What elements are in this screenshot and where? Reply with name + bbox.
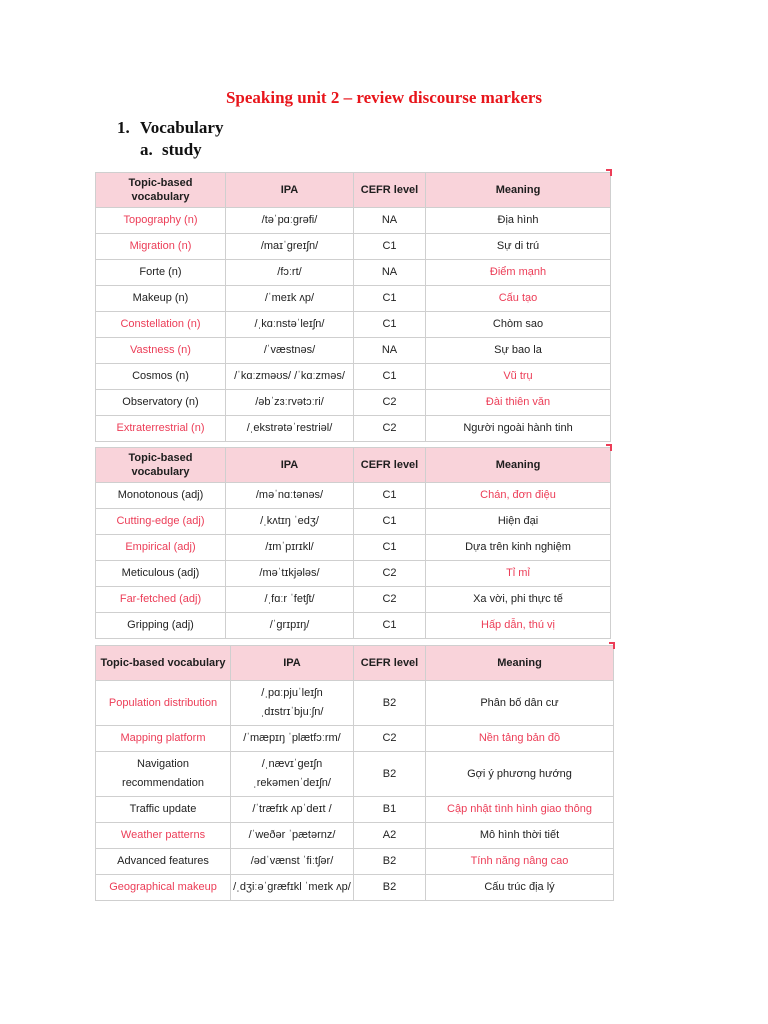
term-cell: Weather patterns bbox=[96, 823, 231, 849]
term-cell: Extraterrestrial (n) bbox=[96, 416, 226, 442]
cefr-level-cell: A2 bbox=[354, 823, 426, 849]
cefr-level-cell: C1 bbox=[354, 483, 426, 509]
ipa-cell: /fɔːrt/ bbox=[226, 260, 354, 286]
meaning-cell: Xa vời, phi thực tế bbox=[426, 587, 611, 613]
vocabulary-row bbox=[96, 681, 614, 726]
cefr-level-cell: C2 bbox=[354, 561, 426, 587]
ipa-cell: /təˈpɑːɡrəfi/ bbox=[226, 208, 354, 234]
document-title: Speaking unit 2 – review discourse markers bbox=[225, 88, 543, 107]
vocabulary-row bbox=[96, 390, 611, 416]
term-cell: Advanced features bbox=[96, 849, 231, 875]
column-header-meaning: Meaning bbox=[426, 173, 611, 208]
term-cell: Far-fetched (adj) bbox=[96, 587, 226, 613]
term-cell: Gripping (adj) bbox=[96, 613, 226, 639]
ipa-cell: /ˈmeɪk ʌp/ bbox=[226, 286, 354, 312]
vocabulary-row bbox=[96, 875, 614, 901]
cefr-level-cell: NA bbox=[354, 260, 426, 286]
cefr-level-cell: C1 bbox=[354, 613, 426, 639]
vocabulary-row bbox=[96, 312, 611, 338]
ipa-cell: /ˌkʌtɪŋ ˈedʒ/ bbox=[226, 509, 354, 535]
vocabulary-row bbox=[96, 208, 611, 234]
ipa-cell: /ˈɡrɪpɪŋ/ bbox=[226, 613, 354, 639]
cefr-level-cell: C1 bbox=[354, 509, 426, 535]
ipa-cell: /ˌfɑːr ˈfetʃt/ bbox=[226, 587, 354, 613]
vocabulary-row bbox=[96, 797, 614, 823]
meaning-cell: Hiện đại bbox=[426, 509, 611, 535]
ipa-cell: /ˈweðər ˈpætərnz/ bbox=[231, 823, 354, 849]
ipa-cell: /əbˈzɜːrvətɔːri/ bbox=[226, 390, 354, 416]
vocabulary-row bbox=[96, 234, 611, 260]
vocabulary-row bbox=[96, 364, 611, 390]
column-header-cefr-level: CEFR level bbox=[354, 646, 426, 681]
column-header-term: Topic-based vocabulary bbox=[96, 173, 226, 208]
vocabulary-table-phrases bbox=[95, 645, 613, 901]
meaning-cell: Người ngoài hành tinh bbox=[426, 416, 611, 442]
term-cell: Empirical (adj) bbox=[96, 535, 226, 561]
column-header-ipa: IPA bbox=[226, 173, 354, 208]
vocabulary-row bbox=[96, 286, 611, 312]
vocabulary-row bbox=[96, 483, 611, 509]
vocabulary-row bbox=[96, 587, 611, 613]
vocabulary-row bbox=[96, 338, 611, 364]
ipa-cell: /ˌnævɪˈɡeɪʃn ˌrekəmenˈdeɪʃn/ bbox=[231, 752, 354, 797]
ipa-cell: /ˈtræfɪk ʌpˈdeɪt / bbox=[231, 797, 354, 823]
cefr-level-cell: B2 bbox=[354, 849, 426, 875]
ipa-cell: /ˈkɑːzməʊs/ /ˈkɑːzməs/ bbox=[226, 364, 354, 390]
vocabulary-row bbox=[96, 752, 614, 797]
term-cell: Meticulous (adj) bbox=[96, 561, 226, 587]
cefr-level-cell: B2 bbox=[354, 752, 426, 797]
term-cell: Population distribution bbox=[96, 681, 231, 726]
cefr-level-cell: C2 bbox=[354, 390, 426, 416]
term-cell: Navigation recommendation bbox=[96, 752, 231, 797]
ipa-cell: /ˌdʒiːəˈɡræfɪkl ˈmeɪk ʌp/ bbox=[231, 875, 354, 901]
vocabulary-row bbox=[96, 726, 614, 752]
section-number: 1. bbox=[117, 118, 130, 137]
ipa-cell: /ɪmˈpɪrɪkl/ bbox=[226, 535, 354, 561]
meaning-cell: Tính năng nâng cao bbox=[426, 849, 614, 875]
meaning-cell: Cập nhật tình hình giao thông bbox=[426, 797, 614, 823]
subsection-letter: a. bbox=[140, 140, 153, 159]
column-header-ipa: IPA bbox=[231, 646, 354, 681]
ipa-cell: /ˌkɑːnstəˈleɪʃn/ bbox=[226, 312, 354, 338]
meaning-cell: Phân bố dân cư bbox=[426, 681, 614, 726]
section-label: Vocabulary bbox=[140, 118, 224, 137]
vocabulary-row bbox=[96, 416, 611, 442]
column-header-term: Topic-based vocabulary bbox=[96, 448, 226, 483]
term-cell: Monotonous (adj) bbox=[96, 483, 226, 509]
term-cell: Cutting-edge (adj) bbox=[96, 509, 226, 535]
cefr-level-cell: C1 bbox=[354, 234, 426, 260]
cefr-level-cell: NA bbox=[354, 208, 426, 234]
meaning-cell: Vũ trụ bbox=[426, 364, 611, 390]
column-header-term: Topic-based vocabulary bbox=[96, 646, 231, 681]
cefr-level-cell: C2 bbox=[354, 587, 426, 613]
term-cell: Observatory (n) bbox=[96, 390, 226, 416]
table-header-row bbox=[96, 448, 611, 483]
section-heading bbox=[117, 118, 223, 138]
column-header-meaning: Meaning bbox=[426, 448, 611, 483]
cefr-level-cell: C1 bbox=[354, 364, 426, 390]
vocabulary-row bbox=[96, 561, 611, 587]
ipa-cell: /ˌekstrətəˈrestriəl/ bbox=[226, 416, 354, 442]
column-header-ipa: IPA bbox=[226, 448, 354, 483]
meaning-cell: Điểm mạnh bbox=[426, 260, 611, 286]
ipa-cell: /ˈvæstnəs/ bbox=[226, 338, 354, 364]
column-header-cefr-level: CEFR level bbox=[354, 448, 426, 483]
term-cell: Makeup (n) bbox=[96, 286, 226, 312]
term-cell: Migration (n) bbox=[96, 234, 226, 260]
vocabulary-row bbox=[96, 613, 611, 639]
vocabulary-row bbox=[96, 535, 611, 561]
meaning-cell: Chòm sao bbox=[426, 312, 611, 338]
table-corner-marker bbox=[609, 642, 615, 649]
cefr-level-cell: NA bbox=[354, 338, 426, 364]
meaning-cell: Nền tảng bản đồ bbox=[426, 726, 614, 752]
meaning-cell: Địa hình bbox=[426, 208, 611, 234]
cefr-level-cell: B1 bbox=[354, 797, 426, 823]
meaning-cell: Sự di trú bbox=[426, 234, 611, 260]
cefr-level-cell: C1 bbox=[354, 535, 426, 561]
term-cell: Cosmos (n) bbox=[96, 364, 226, 390]
table-header-row bbox=[96, 646, 614, 681]
table-corner-marker bbox=[606, 444, 612, 451]
term-cell: Geographical makeup bbox=[96, 875, 231, 901]
table-corner-marker bbox=[606, 169, 612, 176]
term-cell: Constellation (n) bbox=[96, 312, 226, 338]
meaning-cell: Cấu trúc địa lý bbox=[426, 875, 614, 901]
meaning-cell: Sự bao la bbox=[426, 338, 611, 364]
meaning-cell: Gợi ý phương hướng bbox=[426, 752, 614, 797]
term-cell: Topography (n) bbox=[96, 208, 226, 234]
term-cell: Forte (n) bbox=[96, 260, 226, 286]
ipa-cell: /ədˈvænst ˈfiːtʃər/ bbox=[231, 849, 354, 875]
term-cell: Mapping platform bbox=[96, 726, 231, 752]
vocabulary-row bbox=[96, 509, 611, 535]
ipa-cell: /məˈtɪkjələs/ bbox=[226, 561, 354, 587]
meaning-cell: Đài thiên văn bbox=[426, 390, 611, 416]
meaning-cell: Chán, đơn điệu bbox=[426, 483, 611, 509]
ipa-cell: /ˌpɑːpjuˈleɪʃn ˌdɪstrɪˈbjuːʃn/ bbox=[231, 681, 354, 726]
column-header-meaning: Meaning bbox=[426, 646, 614, 681]
cefr-level-cell: B2 bbox=[354, 875, 426, 901]
cefr-level-cell: C2 bbox=[354, 416, 426, 442]
subsection-heading bbox=[140, 140, 202, 160]
cefr-level-cell: B2 bbox=[354, 681, 426, 726]
cefr-level-cell: C2 bbox=[354, 726, 426, 752]
vocabulary-row bbox=[96, 849, 614, 875]
subsection-label: study bbox=[162, 140, 202, 159]
meaning-cell: Tỉ mỉ bbox=[426, 561, 611, 587]
meaning-cell: Dựa trên kinh nghiệm bbox=[426, 535, 611, 561]
vocabulary-row bbox=[96, 823, 614, 849]
table-header-row bbox=[96, 173, 611, 208]
vocabulary-table-nouns bbox=[95, 172, 610, 442]
term-cell: Vastness (n) bbox=[96, 338, 226, 364]
ipa-cell: /ˈmæpɪŋ ˈplætfɔːrm/ bbox=[231, 726, 354, 752]
cefr-level-cell: C1 bbox=[354, 286, 426, 312]
vocabulary-table-adjectives bbox=[95, 447, 610, 639]
meaning-cell: Hấp dẫn, thú vị bbox=[426, 613, 611, 639]
meaning-cell: Cấu tạo bbox=[426, 286, 611, 312]
column-header-cefr-level: CEFR level bbox=[354, 173, 426, 208]
ipa-cell: /maɪˈɡreɪʃn/ bbox=[226, 234, 354, 260]
ipa-cell: /məˈnɑːtənəs/ bbox=[226, 483, 354, 509]
vocabulary-row bbox=[96, 260, 611, 286]
meaning-cell: Mô hình thời tiết bbox=[426, 823, 614, 849]
cefr-level-cell: C1 bbox=[354, 312, 426, 338]
term-cell: Traffic update bbox=[96, 797, 231, 823]
